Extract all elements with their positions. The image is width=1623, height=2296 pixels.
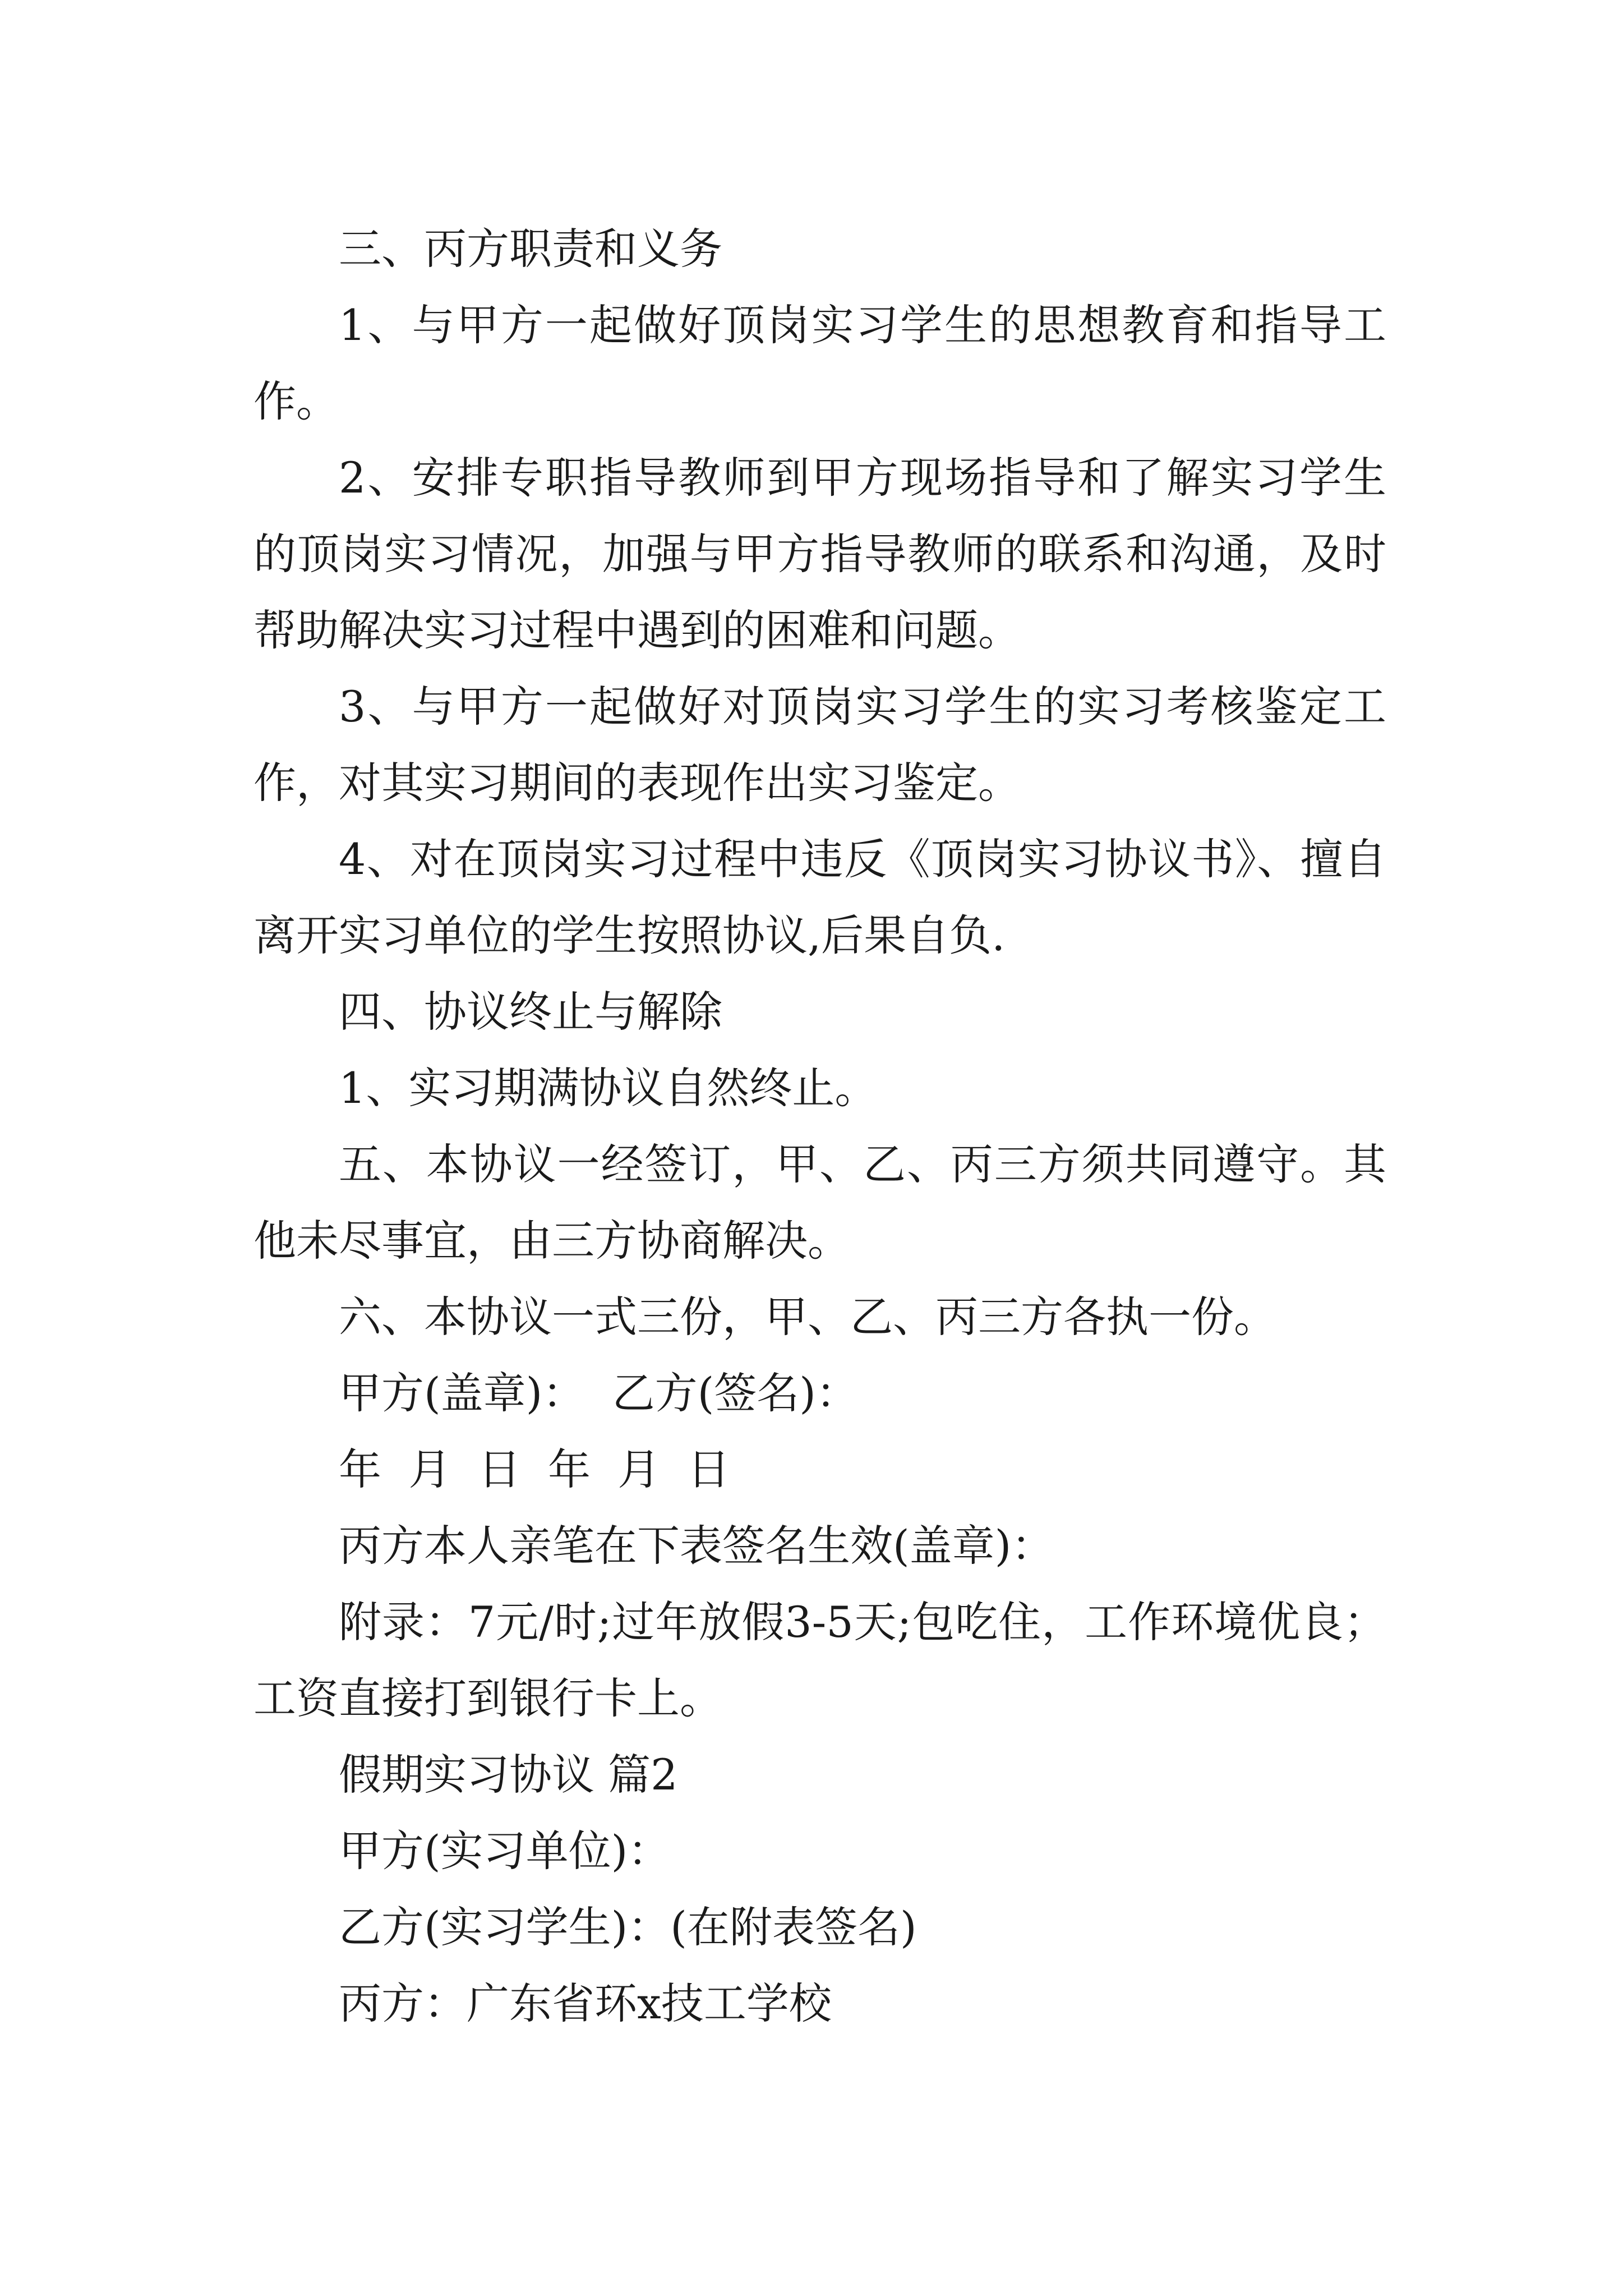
section-heading-termination: 四、协议终止与解除: [339, 987, 722, 1037]
appendix-note: 附录：7元/时;过年放假3-5天;包吃住，工作环境优良；工资直接打到银行卡上。: [253, 1597, 1386, 1723]
party-c-line: 丙方：广东省环x技工学校: [339, 1978, 832, 2028]
paragraph: 1、实习期满协议自然终止。: [339, 1063, 878, 1113]
party-a-line: 甲方(实习单位)：: [339, 1826, 671, 1876]
paragraph: 3、与甲方一起做好对顶岗实习学生的实习考核鉴定工作，对其实习期间的表现作出实习鉴定。: [253, 682, 1386, 808]
party-b-line: 乙方(实习学生)：(在附表签名): [339, 1902, 917, 1952]
paragraph: 1、与甲方一起做好顶岗实习学生的思想教育和指导工作。: [253, 300, 1386, 426]
paragraph: 五、本协议一经签订，甲、乙、丙三方须共同遵守。其他未尽事宜，由三方协商解决。: [253, 1139, 1386, 1266]
paragraph: 4、对在顶岗实习过程中违反《顶岗实习协议书》、擅自离开实习单位的学生按照协议,后果自负.: [253, 834, 1386, 960]
section-heading-party-c-duties: 三、丙方职责和义务: [339, 224, 722, 274]
article-title: 假期实习协议 篇2: [339, 1750, 678, 1800]
paragraph: 丙方本人亲笔在下表签名生效(盖章)：: [339, 1521, 1054, 1571]
document-body: [253, 211, 1386, 2042]
date-line: 年 月 日 年 月 日: [339, 1444, 730, 1494]
signature-line: 甲方(盖章)： 乙方(签名)：: [339, 1368, 859, 1418]
paragraph: 2、安排专职指导教师到甲方现场指导和了解实习学生的顶岗实习情况，加强与甲方指导教师的联系和沟通，及时帮助解决实习过程中遇到的困难和问题。: [253, 453, 1386, 655]
paragraph: 六、本协议一式三份，甲、乙、丙三方各执一份。: [339, 1292, 1276, 1342]
